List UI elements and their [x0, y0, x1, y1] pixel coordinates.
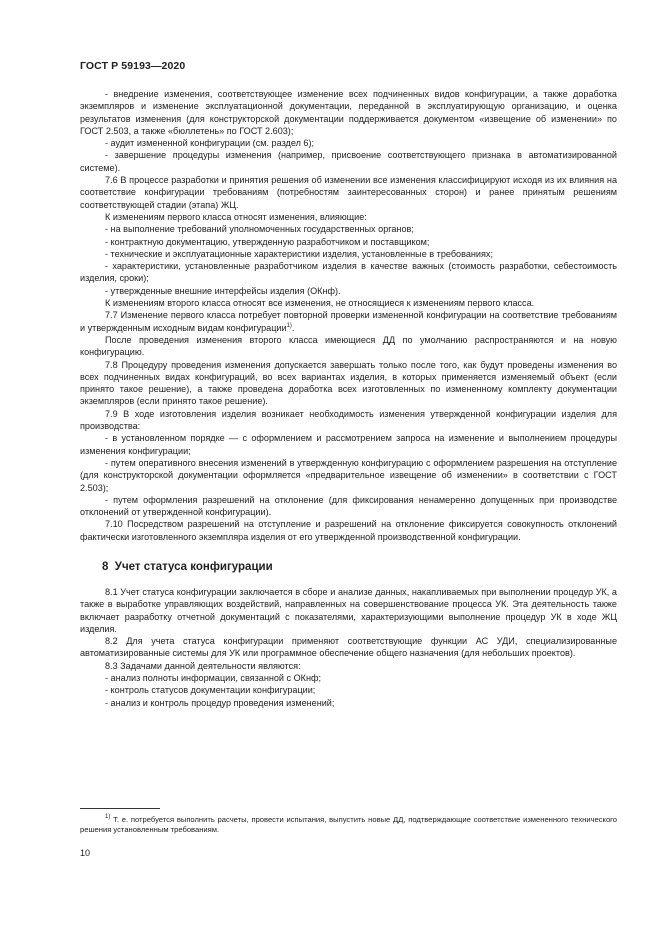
section-heading: Учет статуса конфигурации — [114, 560, 273, 573]
paragraph — [80, 149, 617, 174]
paragraphs-block — [80, 88, 617, 543]
paragraph-text: - анализ и контроль процедур проведения изменений; — [105, 697, 335, 708]
paragraph — [80, 660, 617, 672]
paragraph — [80, 285, 617, 297]
paragraph-text: - технические и эксплуатационные характеристики изделия, установленные в требованиях; — [105, 248, 493, 259]
paragraph-text: 8.2 Для учета статуса конфигурации применяют соответствующие функции АС УДИ, специализированные автоматизированные системы для УК или программное обеспечение общего назначения (для небольших проектов). — [80, 636, 617, 659]
page-body — [80, 88, 617, 709]
paragraph — [80, 672, 617, 684]
paragraph — [80, 432, 617, 457]
paragraph-text: 7.6 В процессе разработки и принятия решения об изменении все изменения классифицируют исходя из их влияния на соответствие конфигурации требованиям (потребностям заинтересованных сторон) и ранее принятым решениям соответствующей стадии (этапа) ЖЦ. — [80, 175, 617, 210]
document-header: ГОСТ Р 59193—2020 — [80, 60, 186, 72]
paragraph-text: - утвержденные внешние интерфейсы изделия (ОКнф). — [105, 285, 341, 296]
paragraph — [80, 260, 617, 285]
paragraph-text: 7.9 В ходе изготовления изделия возникает необходимость изменения утвержденной конфигурации изделия для производства: — [80, 408, 617, 432]
paragraph-text: - на выполнение требований уполномоченных государственных органов; — [105, 224, 414, 235]
paragraph-text: 7.8 Процедуру проведения изменения допускается завершать только после того, как будут проведены изменения во всех подчиненных видах конфигураций, во всех вариантах изделия, в которых применяется изменяемый объект (если принято такое решение), а также проведена доработка всех изготовленных по измененному комплекту документации экземпляров (если принято такое решение). — [80, 359, 617, 407]
paragraph-text: 8.1 Учет статуса конфигурации заключается в сборе и анализе данных, накапливаемых при выполнении процедур УК, а также в выработке управляющих воздействий, направленных на совершенствование процесса УК. Эта деятельность также включает разработку отчетной документаций с показателями, характеризующими выполнение процедур УК в ходе ЖЦ изделия. — [80, 586, 617, 634]
paragraph-text: - анализ полноты информации, связанной с ОКнф; — [105, 673, 322, 684]
paragraph-text: 8.3 Задачами данной деятельности являются: — [105, 660, 301, 671]
paragraph-text: 7.10 Посредством разрешений на отступление и разрешений на отклонение фиксируется совокупность отклонений фактически изготовленного экземпляра изделия от его утвержденной производственной конфигурации. — [80, 519, 617, 542]
paragraph — [80, 211, 617, 223]
paragraph-text: - путем оформления разрешений на отклонение (для фиксирования ненамеренно допущенных при производстве отклонений от утвержденной конфигурации). — [80, 494, 617, 518]
section-paragraphs-block — [80, 586, 617, 709]
paragraph-text: - путем оперативного внесения изменений в утвержденную конфигурацию с оформлением разрешения на отступление (для конструкторской документации оформляется «предварительное извещение об изменении» в соответствии с ГОСТ 2.503); — [80, 457, 617, 493]
paragraph-text: К изменениям второго класса относят все изменения, не относящиеся к изменениям первого класса. — [105, 298, 535, 309]
footnote-separator — [80, 808, 160, 809]
paragraph — [80, 518, 617, 543]
paragraph — [80, 586, 617, 635]
paragraph-text: - внедрение изменения, соответствующее изменение всех подчиненных видов конфигурации, а также доработка экземпляров и изменение эксплуатационной документации, переданной в эксплуатирующую организацию, и оценка результатов изменения (для конструкторской документации поддерживается документом «извещение об изменении» по ГОСТ 2.503, а также «бюллетень» по ГОСТ 2.603); — [80, 89, 617, 136]
paragraph-text: - в установленном порядке — с оформлением и рассмотрением запроса на изменение и выполнением процедуры изменения конфигурации; — [80, 433, 617, 456]
paragraph — [80, 334, 617, 359]
paragraph — [80, 684, 617, 696]
paragraph-text: - контроль статусов документации конфигурации; — [105, 685, 316, 696]
paragraph — [80, 457, 617, 494]
paragraph-text: - аудит измененной конфигурации (см. раздел 6); — [105, 138, 315, 149]
paragraph — [80, 359, 617, 408]
footnote-mark: 1) — [105, 814, 111, 820]
paragraph-tail: . — [291, 322, 295, 333]
paragraph-text: К изменениям первого класса относят изменения, влияющие: — [105, 211, 367, 222]
section-title — [102, 560, 617, 574]
paragraph-text: - завершение процедуры изменения (например, присвоение соответствующего признака в автоматизированной системе). — [80, 150, 617, 173]
paragraph — [80, 408, 617, 433]
footnote — [80, 815, 617, 835]
footnote-text: Т. е. потребуется выполнить расчеты, провести испытания, выпустить новые ДД, подтверждающие соответствие измененного технического решения установленным требованиям. — [80, 815, 617, 834]
paragraph — [80, 88, 617, 137]
footnote-reference: 1) — [286, 322, 292, 329]
paragraph — [80, 494, 617, 519]
paragraph — [80, 137, 617, 149]
paragraph — [80, 236, 617, 248]
paragraph — [80, 248, 617, 260]
paragraph — [80, 635, 617, 660]
paragraph-text: 7.7 Изменение первого класса потребует повторной проверки измененной конфигурации на соответствие требованиям и утвержденным исходным видам конфигурации — [80, 310, 617, 333]
paragraph-text: - контрактную документацию, утвержденную разработчиком и поставщиком; — [105, 236, 430, 247]
paragraph — [80, 297, 617, 309]
paragraph — [80, 174, 617, 211]
paragraph — [80, 309, 617, 334]
paragraph — [80, 697, 617, 709]
page-number: 10 — [80, 848, 91, 858]
paragraph-text: После проведения изменения второго класса имеющиеся ДД по умолчанию распространяются и на новую конфигурацию. — [80, 334, 617, 358]
paragraph-text: - характеристики, установленные разработчиком изделия в качестве важных (стоимость разработки, себестоимость изделия, сроки); — [80, 261, 617, 284]
paragraph — [80, 223, 617, 235]
section-number: 8 — [102, 560, 109, 573]
